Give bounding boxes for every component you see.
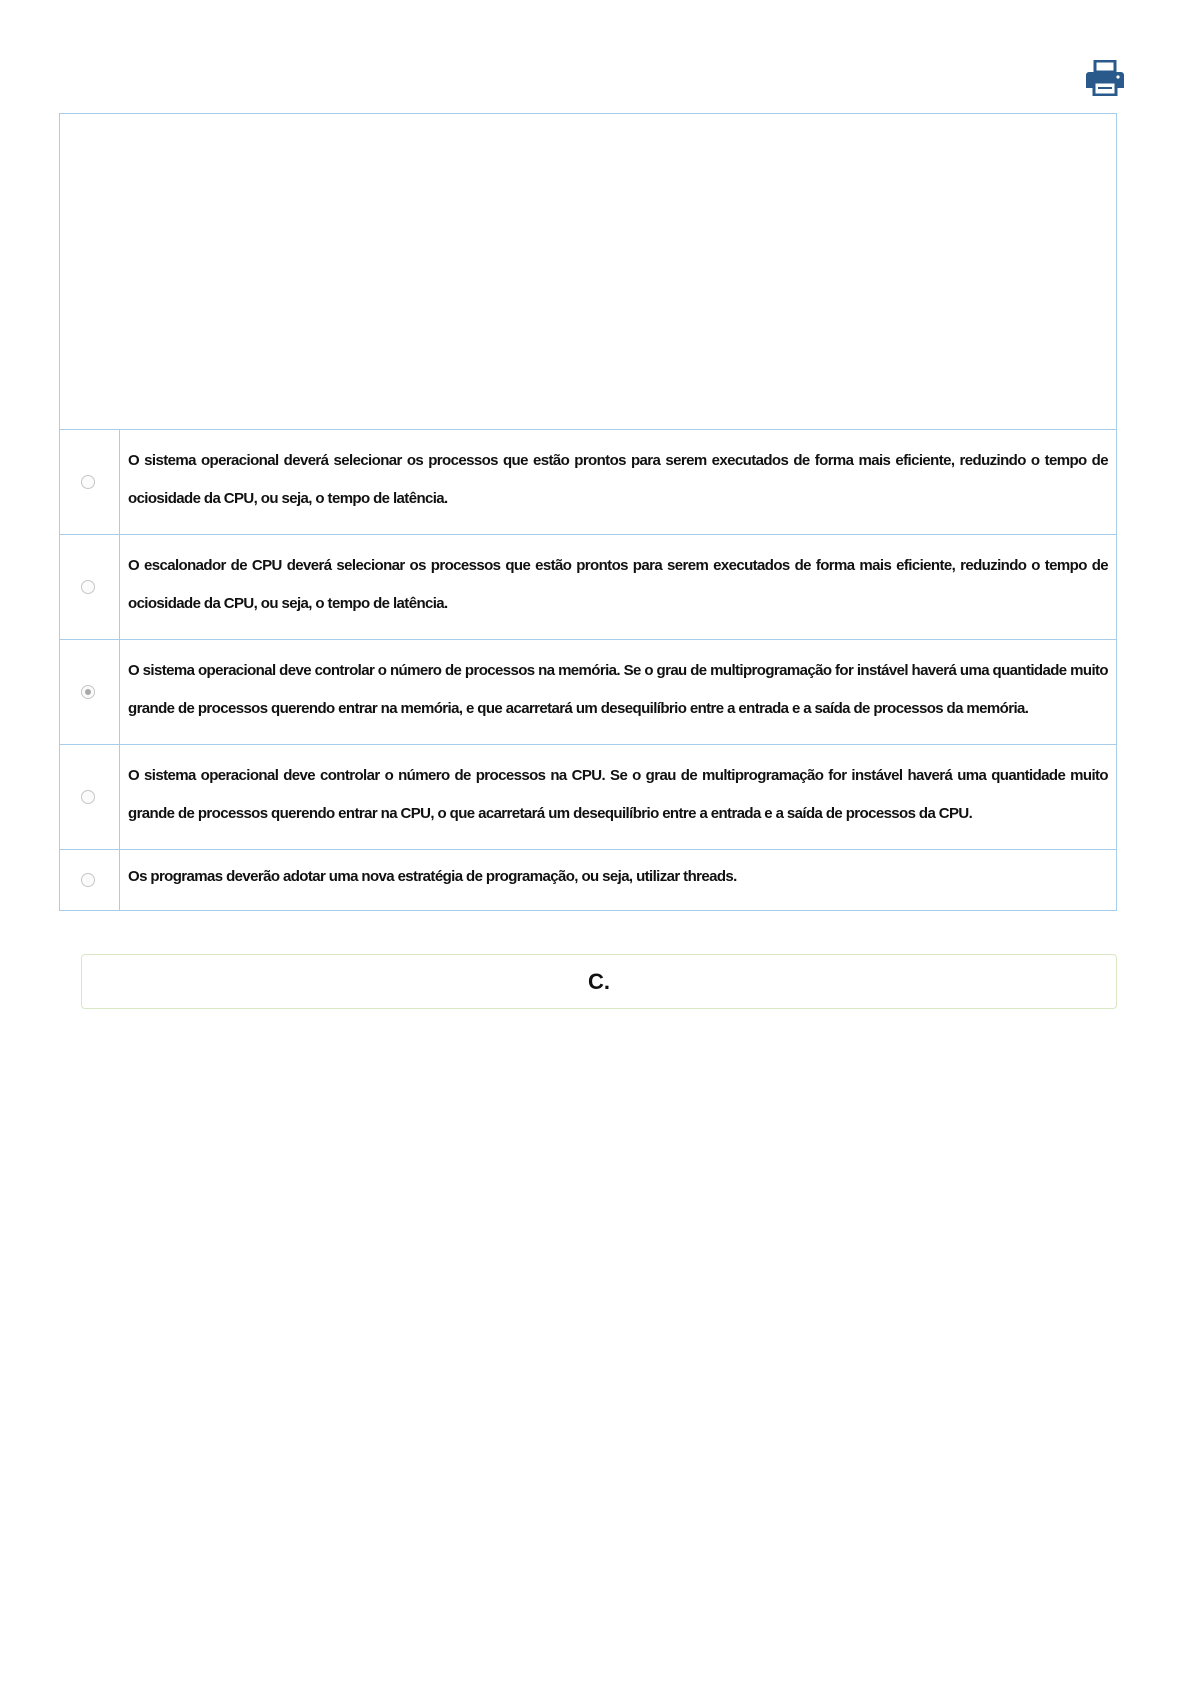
option-a-text: O sistema operacional deverá selecionar os processos que estão prontos para serem executados de forma mais eficiente, reduzindo o tempo de ociosidade da CPU, ou seja, o tempo de latência. (128, 452, 1108, 507)
option-c-text: O sistema operacional deve controlar o número de processos na memória. Se o grau de multiprogramação for instável haverá uma quantidade muito grande de processos querendo entrar na memória, e que acarretará um desequilíbrio entre a entrada e a saída de processos da memória. (128, 662, 1108, 717)
option-a-radio[interactable] (81, 475, 95, 489)
question-statement-area (60, 114, 1116, 430)
print-button[interactable] (1086, 60, 1124, 96)
option-d-row[interactable] (60, 745, 1116, 850)
option-e-radio-cell[interactable] (60, 850, 120, 910)
option-c-radio-selected[interactable] (81, 685, 95, 699)
option-e-row[interactable] (60, 850, 1116, 910)
option-a-row[interactable] (60, 430, 1116, 535)
printer-icon (1086, 60, 1124, 96)
answer-feedback-box (81, 954, 1117, 1009)
answer-text: C. (588, 968, 610, 994)
option-c-radio-cell[interactable] (60, 640, 120, 744)
option-d-radio[interactable] (81, 790, 95, 804)
option-a-radio-cell[interactable] (60, 430, 120, 534)
option-b-text: O escalonador de CPU deverá selecionar os processos que estão prontos para serem executados de forma mais eficiente, reduzindo o tempo de ociosidade da CPU, ou seja, o tempo de latência. (128, 557, 1108, 612)
question-table (59, 113, 1117, 911)
option-b-row[interactable] (60, 535, 1116, 640)
option-b-radio-cell[interactable] (60, 535, 120, 639)
option-c-row[interactable] (60, 640, 1116, 745)
option-d-radio-cell[interactable] (60, 745, 120, 849)
option-b-radio[interactable] (81, 580, 95, 594)
option-e-text: Os programas deverão adotar uma nova estratégia de programação, ou seja, utilizar threads. (128, 868, 737, 885)
option-e-radio[interactable] (81, 873, 95, 887)
option-d-text: O sistema operacional deve controlar o número de processos na CPU. Se o grau de multiprogramação for instável haverá uma quantidade muito grande de processos querendo entrar na CPU, o que acarretará um desequilíbrio entre a entrada e a saída de processos da CPU. (128, 767, 1108, 822)
